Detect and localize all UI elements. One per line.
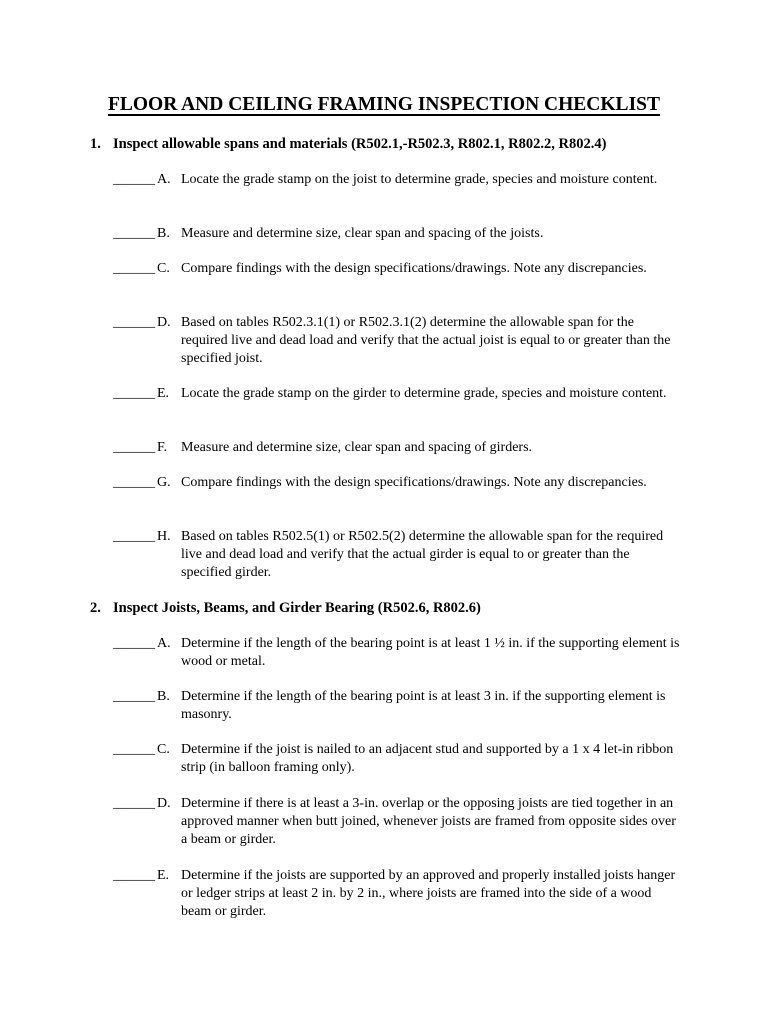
item-letter: F. bbox=[157, 440, 168, 455]
checkbox-blank-line[interactable]: ______ bbox=[113, 868, 155, 883]
checklist-item-1a bbox=[113, 171, 683, 189]
checklist-item-2e bbox=[113, 867, 683, 921]
section-number: 1. bbox=[90, 136, 101, 152]
item-text: Determine if the joists are supported by an approved and properly installed joists hanger or ledger strips at least 2 in. by 2 in., where joists are framed into the side of a wood beam or girder. bbox=[181, 868, 676, 919]
checklist-item-1g bbox=[113, 474, 683, 492]
item-text: Determine if the length of the bearing point is at least 3 in. if the supporting element is masonry. bbox=[181, 689, 666, 722]
page-title bbox=[0, 93, 768, 117]
item-text: Measure and determine size, clear span and spacing of the joists. bbox=[181, 226, 544, 241]
section-heading-text: Inspect allowable spans and materials (R502.1,-R502.3, R802.1, R802.2, R802.4) bbox=[113, 136, 607, 152]
checkbox-blank-line[interactable]: ______ bbox=[113, 172, 155, 187]
checkbox-blank-line[interactable]: ______ bbox=[113, 742, 155, 757]
item-letter: B. bbox=[157, 226, 170, 241]
item-letter: C. bbox=[157, 742, 170, 757]
item-text: Locate the grade stamp on the joist to determine grade, species and moisture content. bbox=[181, 172, 658, 187]
item-letter: B. bbox=[157, 689, 170, 704]
checkbox-blank-line[interactable]: ______ bbox=[113, 261, 155, 276]
checklist-item-1b bbox=[113, 225, 683, 243]
checkbox-blank-line[interactable]: ______ bbox=[113, 226, 155, 241]
checkbox-blank-line[interactable]: ______ bbox=[113, 636, 155, 651]
item-text: Compare findings with the design specifications/drawings. Note any discrepancies. bbox=[181, 475, 647, 490]
checkbox-blank-line[interactable]: ______ bbox=[113, 440, 155, 455]
checkbox-blank-line[interactable]: ______ bbox=[113, 796, 155, 811]
item-letter: H. bbox=[157, 529, 171, 544]
item-letter: A. bbox=[157, 172, 171, 187]
item-text: Determine if the joist is nailed to an adjacent stud and supported by a 1 x 4 let-in ribbon strip (in balloon framing only). bbox=[181, 742, 674, 775]
item-text: Based on tables R502.3.1(1) or R502.3.1(2) determine the allowable span for the required live and dead load and verify that the actual joist is equal to or greater than the specified joist. bbox=[181, 315, 671, 366]
checkbox-blank-line[interactable]: ______ bbox=[113, 386, 155, 401]
item-text: Measure and determine size, clear span and spacing of girders. bbox=[181, 440, 533, 455]
checkbox-blank-line[interactable]: ______ bbox=[113, 689, 155, 704]
page-title-text: FLOOR AND CEILING FRAMING INSPECTION CHECKLIST bbox=[107, 94, 661, 115]
item-letter: E. bbox=[157, 386, 170, 401]
item-text: Compare findings with the design specifications/drawings. Note any discrepancies. bbox=[181, 261, 647, 276]
checklist-item-1f bbox=[113, 439, 683, 457]
section-heading-1 bbox=[90, 135, 606, 153]
item-letter: D. bbox=[157, 315, 171, 330]
item-letter: E. bbox=[157, 868, 170, 883]
checklist-item-2d bbox=[113, 795, 683, 849]
item-text: Determine if the length of the bearing point is at least 1 ½ in. if the supporting element is wood or metal. bbox=[181, 636, 680, 669]
checklist-item-1h bbox=[113, 528, 683, 582]
item-letter: A. bbox=[157, 636, 171, 651]
section-number: 2. bbox=[90, 600, 101, 616]
checkbox-blank-line[interactable]: ______ bbox=[113, 315, 155, 330]
checklist-item-2c bbox=[113, 741, 683, 777]
checklist-item-1c bbox=[113, 260, 683, 278]
section-heading-2 bbox=[90, 599, 481, 617]
checklist-item-2a bbox=[113, 635, 683, 671]
item-letter: C. bbox=[157, 261, 170, 276]
checklist-item-1e bbox=[113, 385, 683, 403]
checkbox-blank-line[interactable]: ______ bbox=[113, 529, 155, 544]
item-letter: D. bbox=[157, 796, 171, 811]
item-text: Determine if there is at least a 3-in. overlap or the opposing joists are tied together in an approved manner when butt joined, whenever joists are framed from opposite sides over a beam or girder. bbox=[181, 796, 676, 847]
checkbox-blank-line[interactable]: ______ bbox=[113, 475, 155, 490]
section-heading-text: Inspect Joists, Beams, and Girder Bearing (R502.6, R802.6) bbox=[113, 600, 481, 616]
checklist-item-2b bbox=[113, 688, 683, 724]
item-letter: G. bbox=[157, 475, 171, 490]
item-text: Based on tables R502.5(1) or R502.5(2) determine the allowable span for the required live and dead load and verify that the actual girder is equal to or greater than the specified girder. bbox=[181, 529, 664, 580]
checklist-item-1d bbox=[113, 314, 683, 368]
item-text: Locate the grade stamp on the girder to determine grade, species and moisture content. bbox=[181, 386, 667, 401]
